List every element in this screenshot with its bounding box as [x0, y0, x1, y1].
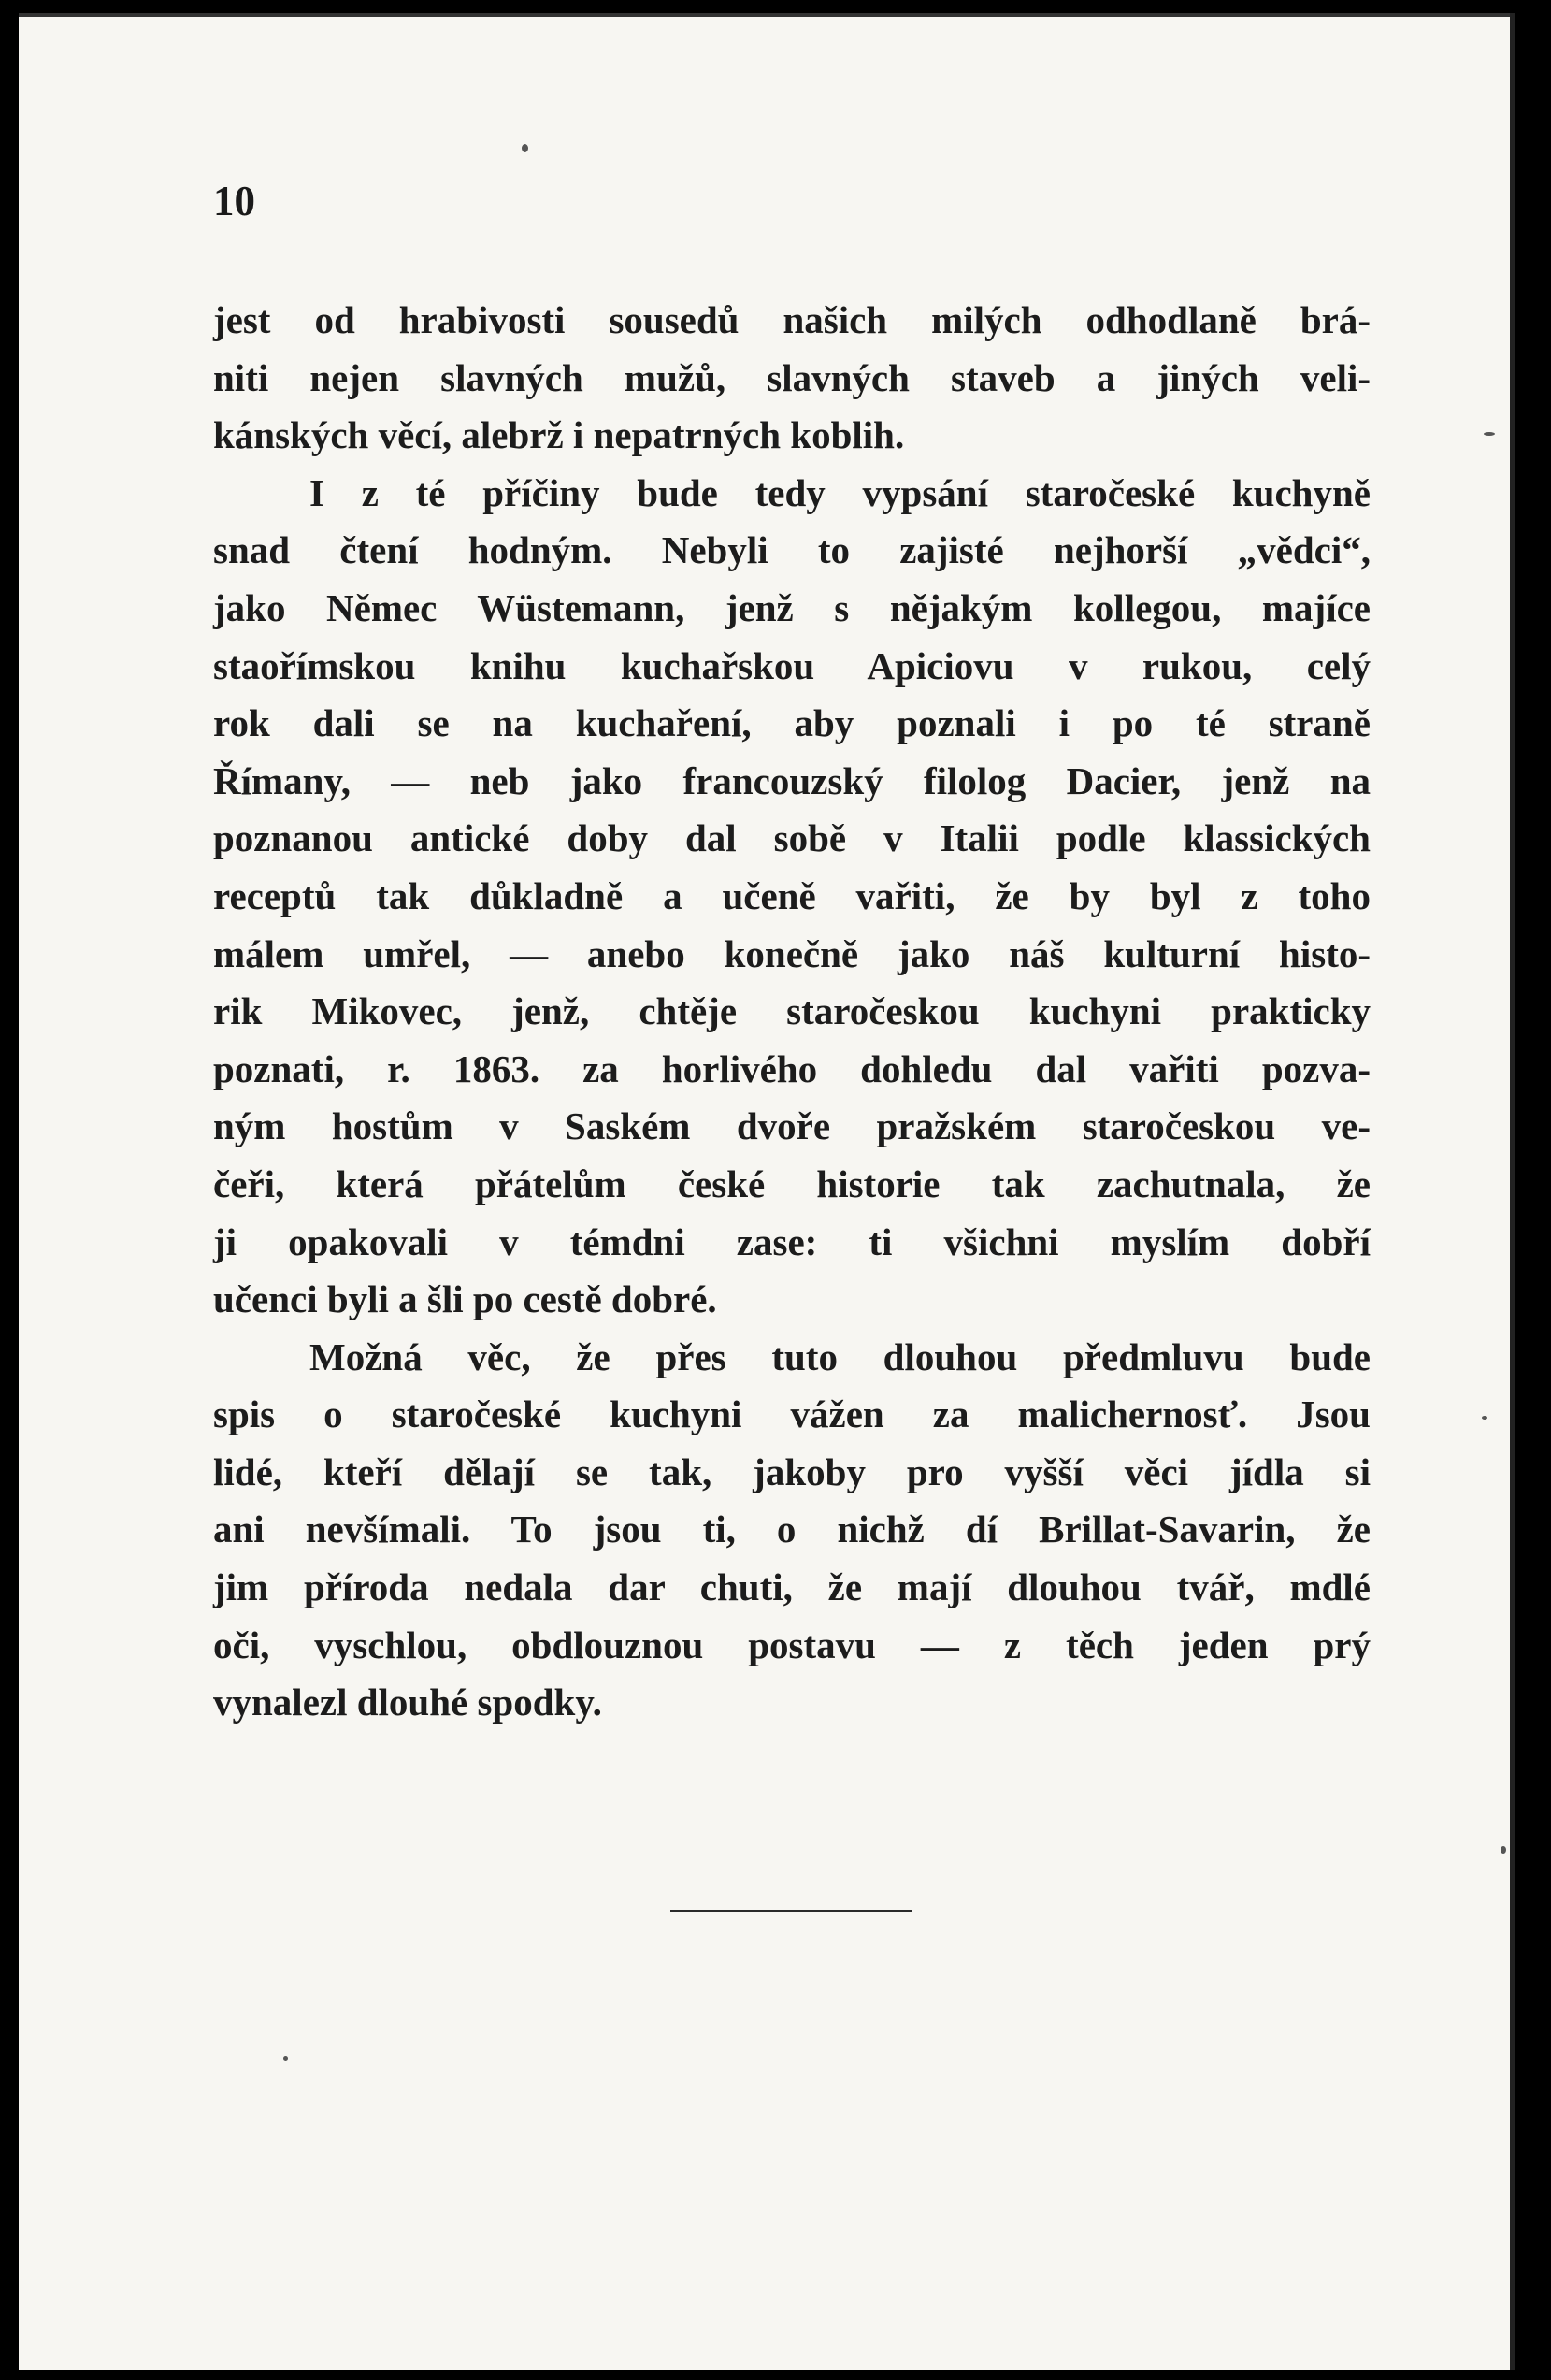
text-line: poznanou antické doby dal sobě v Italii podle klassických	[213, 816, 1371, 860]
page-top-edge	[19, 13, 1515, 17]
section-divider	[670, 1910, 912, 1912]
text-line: vynalezl dlouhé spodky.	[213, 1680, 602, 1724]
text-line: čeři, která přátelům české historie tak zachutnala, že	[213, 1161, 1371, 1205]
page-right-edge	[1510, 13, 1515, 2370]
page-number: 10	[213, 178, 255, 224]
book-page	[19, 13, 1515, 2370]
speck-mark	[283, 2056, 288, 2061]
text-line: učenci byli a šli po cestě dobré.	[213, 1277, 717, 1321]
text-line: staořímskou knihu kuchařskou Apiciovu v rukou, celý	[213, 643, 1371, 687]
text-line: ným hostům v Saském dvoře pražském staročeskou ve-	[213, 1104, 1371, 1148]
text-line: poznati, r. 1863. za horlivého dohledu dal vařiti pozva-	[213, 1046, 1371, 1090]
text-line: Římany, — neb jako francouzský filolog Dacier, jenž na	[213, 758, 1371, 802]
text-line: málem umřel, — anebo konečně jako náš kulturní histo-	[213, 931, 1371, 975]
text-line: snad čtení hodným. Nebyli to zajisté nejhorší „vědci“,	[213, 528, 1371, 572]
speck-mark	[1501, 1846, 1506, 1854]
text-line: rok dali se na kuchaření, aby poznali i po té straně	[213, 701, 1371, 745]
body-text	[213, 292, 1371, 1732]
text-line: spis o staročeské kuchyni vážen za malichernosť. Jsou	[213, 1392, 1371, 1436]
text-line: ji opakovali v témdni zase: ti všichni myslím dobří	[213, 1219, 1371, 1263]
text-line: jako Němec Wüstemann, jenž s nějakým kollegou, majíce	[213, 585, 1371, 629]
speck-mark	[1484, 432, 1495, 436]
text-line: ani nevšímali. To jsou ti, o nichž dí Brillat-Savarin, že	[213, 1507, 1371, 1551]
text-line: receptů tak důkladně a učeně vařiti, že by byl z toho	[213, 873, 1371, 917]
speck-mark	[1482, 1416, 1487, 1420]
text-line: oči, vyschlou, obdlouznou postavu — z těch jeden prý	[213, 1623, 1371, 1666]
text-line: niti nejen slavných mužů, slavných staveb a jiných veli-	[213, 355, 1371, 399]
text-line: kánských věcí, alebrž i nepatrných koblih.	[213, 413, 905, 457]
text-line: Možná věc, že přes tuto dlouhou předmluvu bude	[309, 1334, 1371, 1378]
speck-mark	[522, 144, 528, 152]
text-line: rik Mikovec, jenž, chtěje staročeskou kuchyni prakticky	[213, 989, 1371, 1033]
text-line: jest od hrabivosti sousedů našich milých odhodlaně brá-	[213, 298, 1371, 341]
text-line: I z té příčiny bude tedy vypsání staročeské kuchyně	[309, 470, 1371, 514]
text-line: jim příroda nedala dar chuti, že mají dlouhou tvář, mdlé	[213, 1565, 1371, 1609]
text-line: lidé, kteří dělají se tak, jakoby pro vyšší věci jídla si	[213, 1450, 1371, 1493]
